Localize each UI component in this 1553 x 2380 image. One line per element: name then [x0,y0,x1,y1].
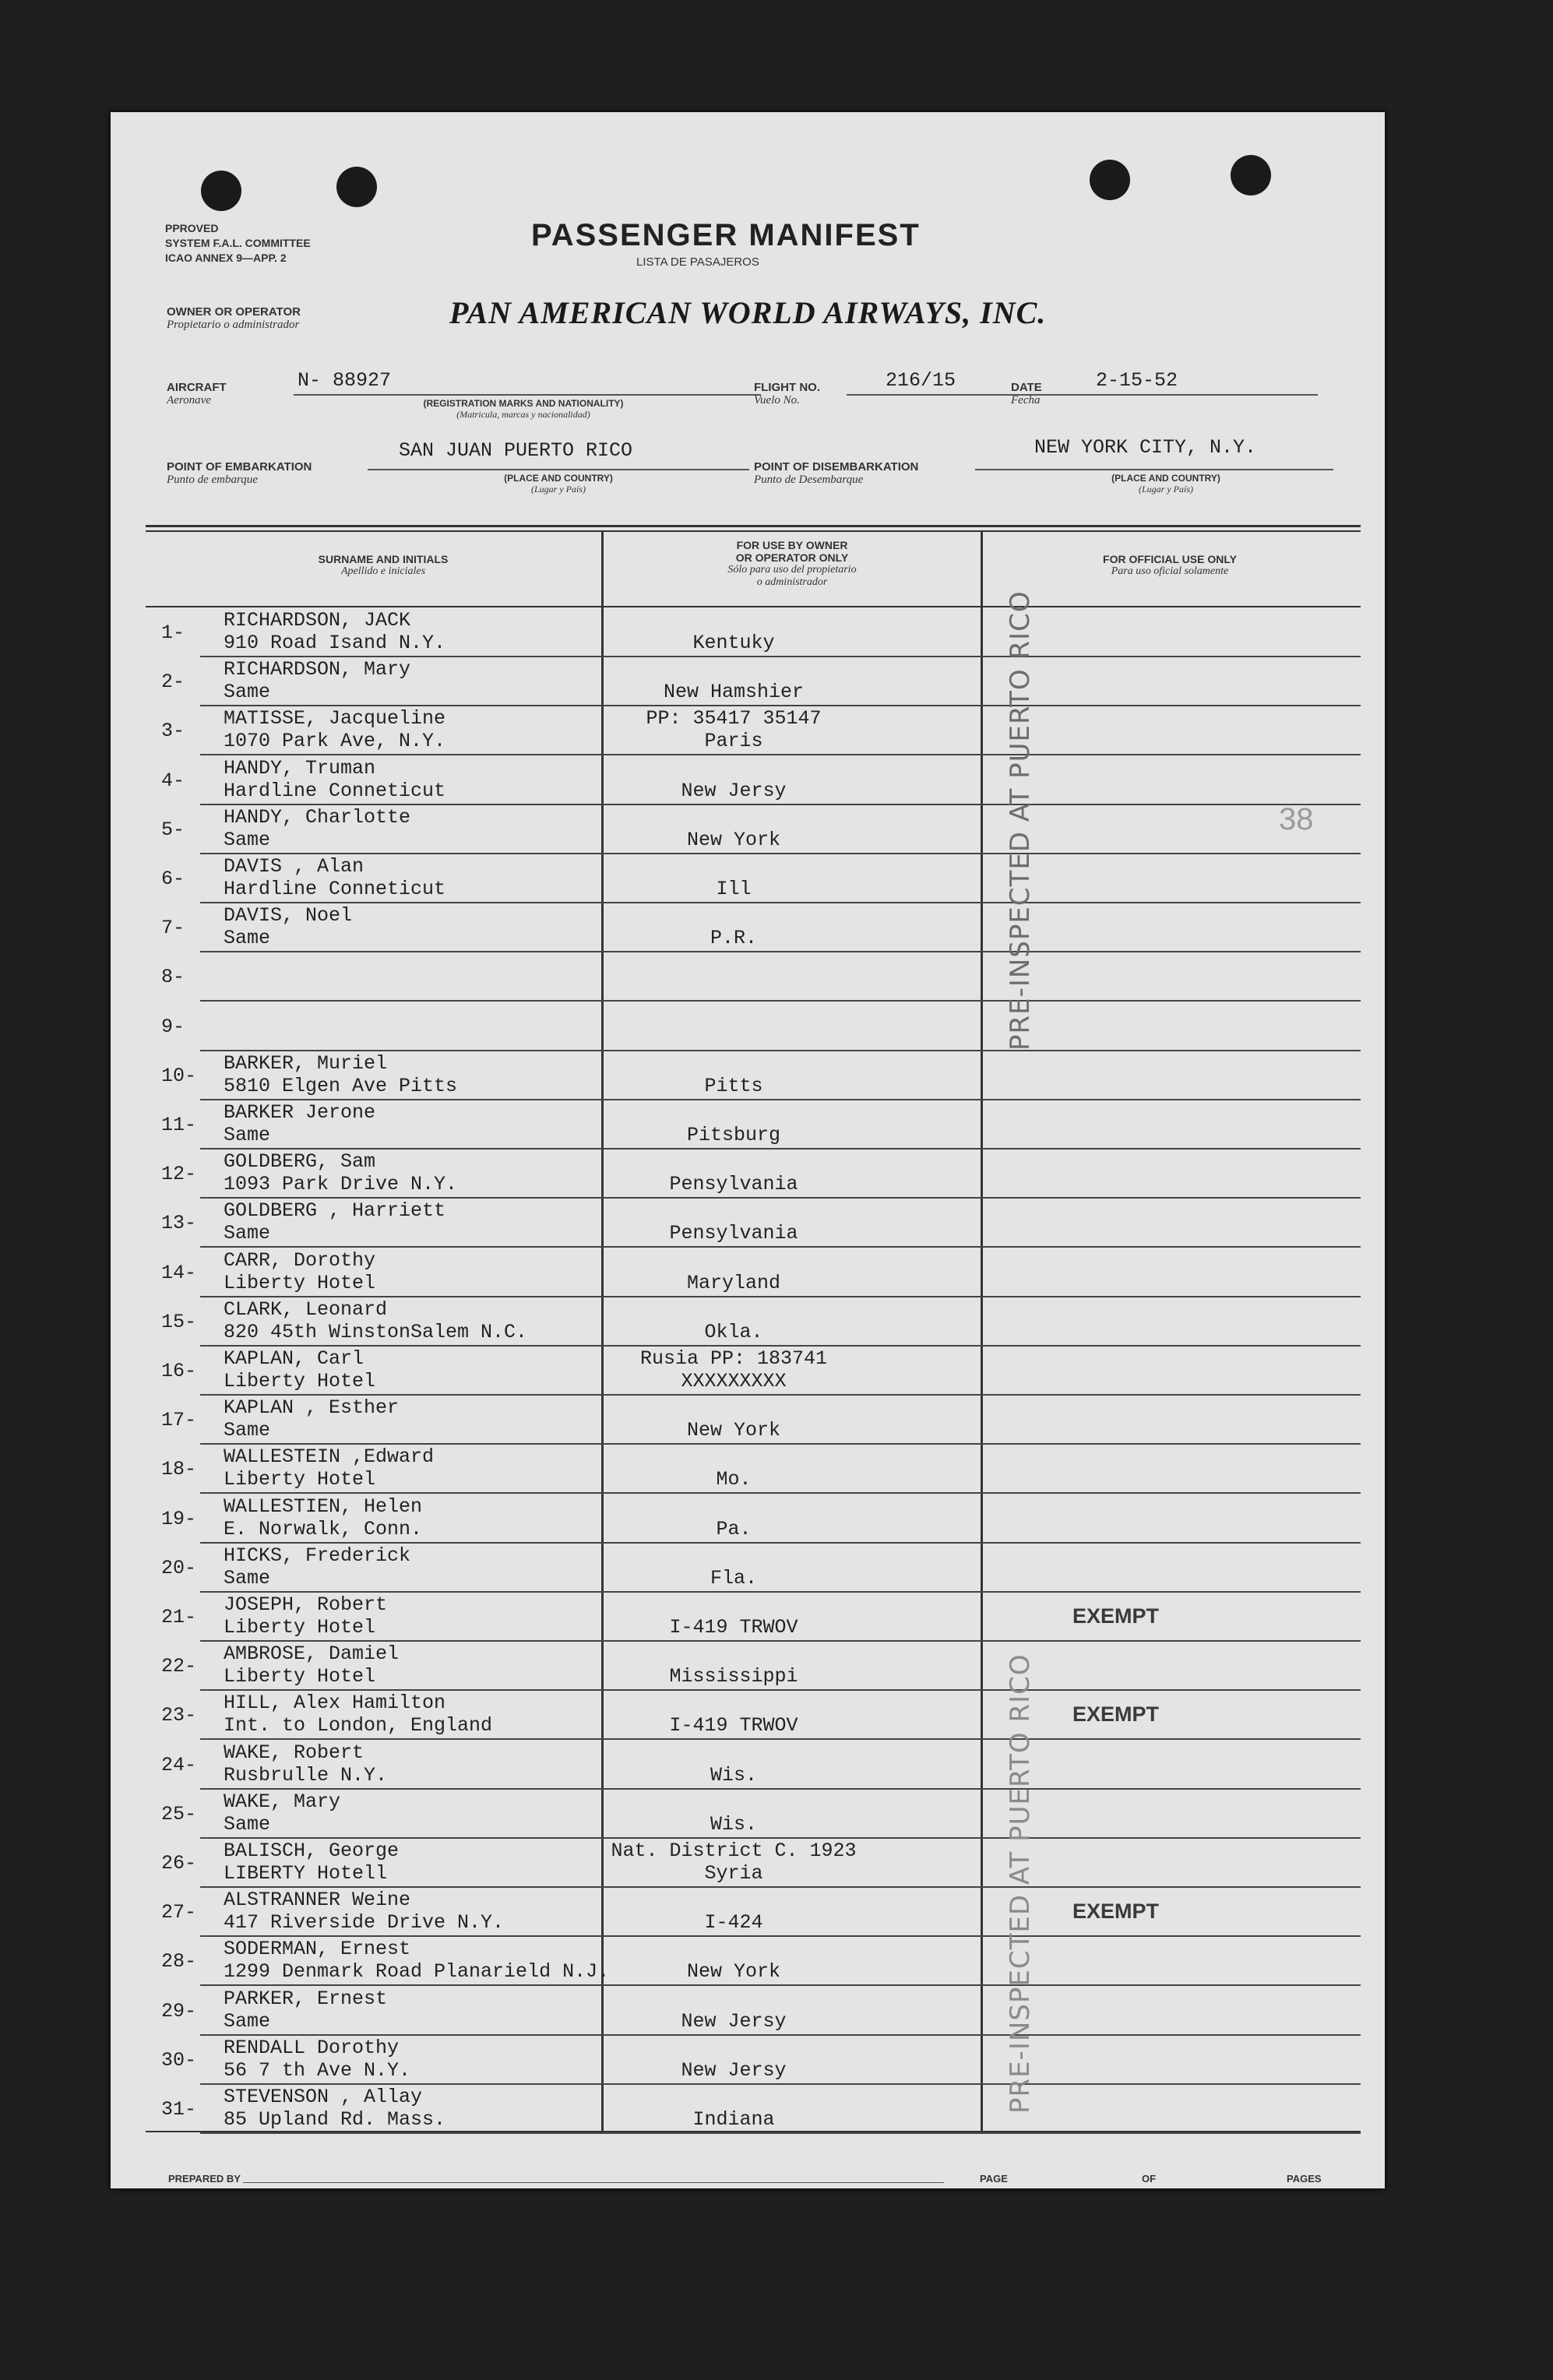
passenger-name: GOLDBERG , Harriett [224,1199,446,1223]
passenger-name: PARKER, Ernest [224,1987,388,2010]
pre-inspected-stamp: PRE-INSPECTED AT PUERTO RICO [1005,1653,1036,2114]
operator-value: Ill [716,878,752,900]
row-number: 22- [161,1655,197,1678]
table-top-rule [146,525,1361,527]
table-row [146,1395,1361,1445]
pre-inspected-stamp: PRE-INSPECTED AT PUERTO RICO [1005,590,1036,1051]
flight-label: FLIGHT NO. Vuelo No. [754,381,820,407]
official-mark: EXEMPT [1072,1899,1160,1924]
table-row [146,2084,1361,2134]
airline-name: PAN AMERICAN WORLD AIRWAYS, INC. [449,295,1047,330]
table-row [146,1740,1361,1790]
disembarkation-label: POINT OF DISEMBARKATION Punto de Desembarque [754,460,919,486]
approval-line: ICAO ANNEX 9—APP. 2 [165,252,287,264]
passenger-name: BARKER Jerone [224,1101,376,1124]
table-row [146,903,1361,952]
table-row [146,1592,1361,1642]
passenger-name: HILL, Alex Hamilton [224,1692,446,1715]
passenger-address: Same [224,2009,271,2033]
table-row [146,1346,1361,1396]
passenger-address: E. Norwalk, Conn. [224,1517,423,1540]
table-row [146,1690,1361,1740]
passenger-name: RENDALL Dorothy [224,2036,400,2059]
prepared-by-line [243,2182,944,2183]
passenger-address: Hardline Conneticut [224,779,446,802]
row-number: 11- [161,1114,197,1136]
operator-note: Nat. District C. 1923 [611,1840,857,1862]
passenger-address: Hardline Conneticut [224,878,446,900]
passenger-name: HICKS, Frederick [224,1544,411,1567]
passenger-address: Same [224,1222,271,1245]
punch-hole [336,167,377,207]
row-number: 25- [161,1802,197,1825]
row-number: 4- [161,769,185,792]
passenger-address: Same [224,828,271,851]
operator-value: New Jersy [681,2009,787,2033]
operator-value: New York [686,1419,781,1442]
passenger-address: LIBERTY Hotell [224,1862,388,1885]
passenger-name: GOLDBERG, Sam [224,1150,376,1174]
disembarkation-underline [975,469,1333,470]
embarkation-place-label: (PLACE AND COUNTRY) (Lugar y País) [504,473,613,495]
of-label: OF [1142,2173,1157,2185]
passenger-address: Liberty Hotel [224,1370,376,1392]
operator-value: Pensylvania [669,1173,798,1196]
page-subtitle: LISTA DE PASAJEROS [636,255,759,269]
passenger-name: KAPLAN, Carl [224,1347,364,1370]
passenger-address: 910 Road Isand N.Y. [224,632,446,654]
table-row [146,1248,1361,1297]
row-number: 23- [161,1704,197,1727]
passenger-name: CLARK, Leonard [224,1297,388,1321]
operator-note: PP: 35417 35147 [646,707,822,731]
passenger-address: 820 45th WinstonSalem N.C. [224,1320,528,1343]
pages-label: PAGES [1287,2173,1322,2185]
passenger-address: 1070 Park Ave, N.Y. [224,730,446,753]
table-row [146,1789,1361,1839]
registration-label: (REGISTRATION MARKS AND NATIONALITY) (Matricula, marcas y nacionalidad) [423,398,624,420]
official-mark: EXEMPT [1072,1702,1160,1727]
passenger-name: RICHARDSON, Mary [224,658,411,681]
table-row [146,1494,1361,1544]
row-number: 10- [161,1064,197,1087]
approval-note [165,221,311,266]
owner-label: OWNER OR OPERATOR Propietario o administrador [167,305,301,331]
punch-hole [1090,160,1130,200]
col-header-surname: SURNAME AND INITIALS Apellido e iniciales [318,553,449,577]
operator-value: Wis. [710,1812,757,1836]
row-number: 2- [161,671,185,694]
table-row [146,1986,1361,2036]
table-row [146,1887,1361,1937]
passenger-address: Liberty Hotel [224,1468,376,1491]
operator-value: Pensylvania [669,1222,798,1245]
row-number: 6- [161,868,185,890]
table-row [146,1936,1361,1986]
passenger-address: Int. to London, England [224,1714,493,1737]
operator-value: New York [686,1960,781,1984]
official-mark: EXEMPT [1072,1604,1160,1628]
passenger-name: MATISSE, Jacqueline [224,707,446,731]
date-underline [1053,394,1318,396]
passenger-address: 85 Upland Rd. Mass. [224,2108,446,2131]
passenger-address: Same [224,1124,271,1146]
row-number: 30- [161,2048,197,2072]
operator-value: Paris [704,730,763,753]
operator-value: Kentuky [692,632,775,654]
passenger-name: RICHARDSON, JACK [224,609,411,632]
row-number: 27- [161,1901,197,1924]
operator-value: Pa. [716,1517,752,1540]
table-row [146,1149,1361,1199]
passenger-name: KAPLAN , Esther [224,1396,400,1420]
passenger-name: AMBROSE, Damiel [224,1642,400,1666]
row-number: 12- [161,1163,197,1186]
manifest-sheet [111,112,1385,2188]
row-number: 31- [161,2098,197,2121]
passenger-name: CARR, Dorothy [224,1248,376,1272]
row-number: 16- [161,1360,197,1382]
operator-value: XXXXXXXXX [681,1370,787,1392]
table-row [146,755,1361,805]
passenger-address: Same [224,681,271,704]
row-number: 13- [161,1212,197,1235]
row-number: 15- [161,1310,197,1333]
row-number: 19- [161,1507,197,1530]
date-label: DATE Fecha [1011,381,1042,407]
passenger-name: WALLESTIEN, Helen [224,1495,423,1518]
aircraft-underline [294,394,761,396]
table-row [146,1297,1361,1347]
operator-value: New Hamshier [663,681,805,704]
table-row [146,706,1361,755]
passenger-address: Same [224,1812,271,1836]
passenger-address: Rusbrulle N.Y. [224,1763,388,1787]
passenger-name: STEVENSON , Allay [224,2086,423,2108]
flight-value: 216/15 [886,369,956,392]
row-number: 21- [161,1606,197,1628]
operator-value: I-419 TRWOV [669,1616,798,1639]
passenger-name: WALLESTEIN ,Edward [224,1445,435,1469]
operator-value: New York [686,828,781,851]
passenger-address: 417 Riverside Drive N.Y. [224,1911,505,1935]
row-number: 14- [161,1261,197,1284]
operator-value: I-419 TRWOV [669,1714,798,1737]
row-number: 20- [161,1556,197,1579]
passenger-address: 56 7 th Ave N.Y. [224,2058,411,2082]
punch-hole [1231,155,1271,195]
passenger-address: 1299 Denmark Road Planarield N.J. [224,1960,610,1984]
operator-value: Wis. [710,1763,757,1787]
operator-note: Rusia PP: 183741 [639,1347,828,1370]
table-row [146,1100,1361,1150]
page-mark: 38 [1279,802,1314,836]
date-value: 2-15-52 [1096,369,1178,392]
passenger-name: ALSTRANNER Weine [224,1889,411,1912]
passenger-address: Same [224,927,271,950]
passenger-address: Same [224,1419,271,1442]
page-title: PASSENGER MANIFEST [531,218,921,252]
table-row [146,1543,1361,1593]
row-number: 29- [161,1999,197,2023]
passenger-name: SODERMAN, Ernest [224,1938,411,1961]
table-row [146,2035,1361,2085]
col-header-owner-use: FOR USE BY OWNER OR OPERATOR ONLY Sólo para uso del propietario o administrador [727,539,857,588]
row-separator [200,2132,1361,2134]
disembarkation-value: NEW YORK CITY, N.Y. [1034,436,1257,459]
table-row [146,804,1361,854]
operator-value: Fla. [710,1566,757,1590]
table-row [146,1002,1361,1051]
operator-value: Indiana [692,2108,775,2131]
passenger-name: BALISCH, George [224,1840,400,1862]
row-number: 1- [161,621,185,644]
table-row [146,1198,1361,1248]
table-row [146,1444,1361,1494]
approval-line: PPROVED [165,222,219,234]
passenger-name: WAKE, Mary [224,1790,341,1813]
row-number: 8- [161,966,185,989]
row-number: 7- [161,917,185,940]
prepared-by-label: PREPARED BY [168,2173,241,2185]
aircraft-label: AIRCRAFT Aeronave [167,381,227,407]
row-number: 26- [161,1852,197,1875]
passenger-address: Liberty Hotel [224,1665,376,1688]
operator-value: Mississippi [669,1665,798,1688]
passenger-name: DAVIS, Noel [224,904,353,928]
passenger-address: 1093 Park Drive N.Y. [224,1173,458,1196]
table-top-rule-inner [146,530,1361,532]
operator-value: Maryland [686,1271,781,1294]
row-number: 24- [161,1753,197,1776]
passenger-name: HANDY, Charlotte [224,805,411,829]
row-number: 5- [161,818,185,841]
passenger-name: BARKER, Muriel [224,1051,388,1075]
col-header-official: FOR OFFICIAL USE ONLY Para uso oficial solamente [1103,553,1237,577]
operator-value: New Jersy [681,779,787,802]
table-row [146,952,1361,1002]
operator-value: I-424 [704,1911,763,1935]
aircraft-value: N- 88927 [298,369,392,392]
table-row [146,657,1361,706]
approval-line: SYSTEM F.A.L. COMMITTEE [165,237,311,249]
operator-value: Pitsburg [686,1124,781,1146]
page-label: PAGE [980,2173,1008,2185]
disembarkation-place-label: (PLACE AND COUNTRY) (Lugar y País) [1111,473,1220,495]
operator-value: Pitts [704,1074,763,1097]
embarkation-label: POINT OF EMBARKATION Punto de embarque [167,460,312,486]
table-row [146,1838,1361,1888]
operator-value: Syria [704,1862,763,1885]
passenger-name: DAVIS , Alan [224,855,364,878]
row-number: 3- [161,720,185,743]
operator-value: New Jersy [681,2058,787,2082]
embarkation-underline [368,469,749,470]
operator-value: P.R. [710,927,757,950]
operator-value: Mo. [716,1468,752,1491]
operator-value: Okla. [704,1320,763,1343]
passenger-name: HANDY, Truman [224,756,376,780]
passenger-name: WAKE, Robert [224,1741,364,1764]
table-row [146,854,1361,903]
passenger-address: Liberty Hotel [224,1271,376,1294]
passenger-name: JOSEPH, Robert [224,1593,388,1616]
table-row [146,1641,1361,1691]
passenger-address: 5810 Elgen Ave Pitts [224,1074,458,1097]
passenger-address: Liberty Hotel [224,1616,376,1639]
embarkation-value: SAN JUAN PUERTO RICO [399,439,633,462]
row-number: 28- [161,1950,197,1973]
row-number: 9- [161,1015,185,1038]
row-number: 17- [161,1409,197,1432]
passenger-address: Same [224,1566,271,1590]
table-row [146,607,1361,657]
table-row [146,1051,1361,1100]
row-number: 18- [161,1458,197,1481]
punch-hole [201,171,241,211]
